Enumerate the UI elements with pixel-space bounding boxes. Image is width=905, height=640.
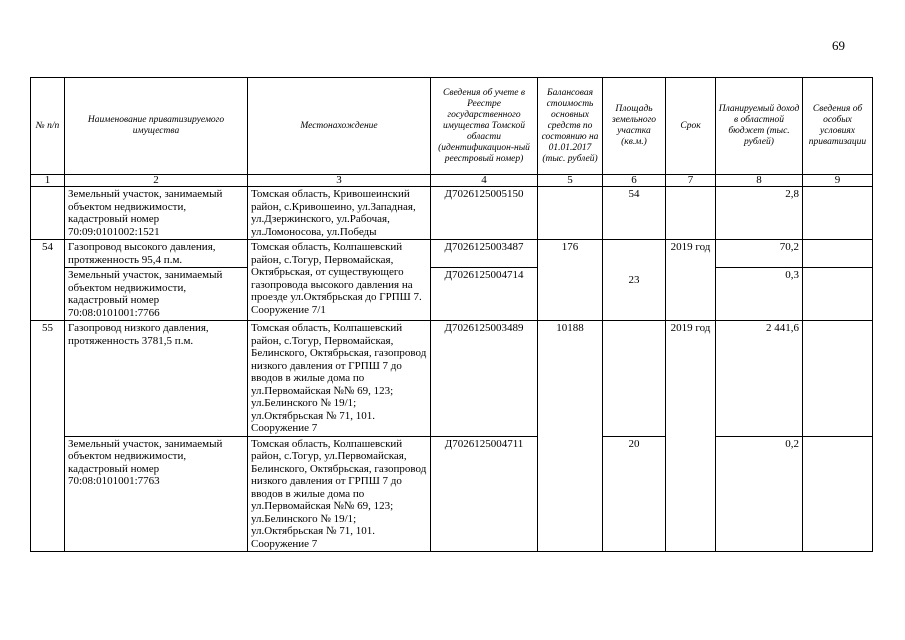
column-number: 3 [248, 175, 431, 187]
column-number: 6 [603, 175, 666, 187]
special-conditions [803, 321, 873, 437]
property-name: Земельный участок, занимаемый объектом недвижимости, кадастровый номер 70:08:0101001:7766 [65, 268, 248, 321]
column-number: 8 [716, 175, 803, 187]
row-number: 54 [31, 240, 65, 321]
row-number: 55 [31, 321, 65, 552]
planned-income: 2,8 [716, 187, 803, 240]
header-conditions: Сведения об особых условиях приватизации [803, 78, 873, 175]
header-area: Площадь земельного участка (кв.м.) [603, 78, 666, 175]
land-area: 20 [603, 436, 666, 552]
column-number: 7 [666, 175, 716, 187]
property-location: Томская область, Кривошеинский район, с.Кривошеино, ул.Западная, ул.Дзержинского, ул.Рабочая, ул.Ломоносова, ул.Победы [248, 187, 431, 240]
property-location: Томская область, Колпашевский район, с.Тогур, ул.Первомайская, Белинского, Октябрьская, газопровод низкого давления от ГРПШ 7 до вводов в жилые дома по ул.Первомайская №№ 69, 123; ул.Белинского № 19/1; ул.Октябрьская № 71, 101. Сооружение 7 [248, 436, 431, 552]
term: 2019 год [666, 240, 716, 321]
column-number: 5 [538, 175, 603, 187]
registry-number: Д7026125003489 [431, 321, 538, 437]
balance-value: 176 [538, 240, 603, 321]
header-name: Наименование приватизируемого имущества [65, 78, 248, 175]
registry-number: Д7026125005150 [431, 187, 538, 240]
header-registry: Сведения об учете в Реестре государственного имущества Томской области (идентификацион-ный реестровый номер) [431, 78, 538, 175]
table-row [31, 268, 873, 321]
registry-number: Д7026125004711 [431, 436, 538, 552]
planned-income: 70,2 [716, 240, 803, 268]
header-location: Местонахождение [248, 78, 431, 175]
registry-number: Д7026125003487 [431, 240, 538, 268]
property-name: Земельный участок, занимаемый объектом недвижимости, кадастровый номер 70:09:0101002:1521 [65, 187, 248, 240]
property-name: Газопровод высокого давления, протяженность 95,4 п.м. [65, 240, 248, 268]
table-row [31, 321, 873, 437]
term: 2019 год [666, 321, 716, 552]
planned-income: 0,3 [716, 268, 803, 321]
privatization-table [30, 77, 873, 552]
table-row [31, 187, 873, 240]
column-number: 1 [31, 175, 65, 187]
page-number: 69 [832, 38, 845, 53]
property-location: Томская область, Колпашевский район, с.Тогур, Первомайская, Октябрьская, от существующего газопровода высокого давления на проезде ул.Октябрьская до ГРПШ 7. Сооружение 7/1 [248, 240, 431, 321]
property-location: Томская область, Колпашевский район, с.Тогур, Первомайская, Белинского, Октябрьская, газопровод низкого давления от ГРПШ 7 до вводов в жилые дома по ул.Первомайская №№ 69, 123; ул.Белинского № 19/1; ул.Октябрьская № 71, 101. Сооружение 7 [248, 321, 431, 437]
column-number: 2 [65, 175, 248, 187]
header-number: № п/п [31, 78, 65, 175]
table-row [31, 240, 873, 268]
header-row [31, 78, 873, 175]
term [666, 187, 716, 240]
header-term: Срок [666, 78, 716, 175]
header-balance: Балансовая стоимость основных средств по состоянию на 01.01.2017 (тыс. рублей) [538, 78, 603, 175]
balance-value [538, 187, 603, 240]
special-conditions [803, 187, 873, 240]
registry-number: Д7026125004714 [431, 268, 538, 321]
land-area: 54 [603, 187, 666, 240]
column-number-row [31, 175, 873, 187]
header-income: Планируемый доход в областной бюджет (тыс. рублей) [716, 78, 803, 175]
column-number: 4 [431, 175, 538, 187]
property-name: Газопровод низкого давления, протяженность 3781,5 п.м. [65, 321, 248, 437]
special-conditions [803, 436, 873, 552]
special-conditions [803, 240, 873, 268]
column-number: 9 [803, 175, 873, 187]
special-conditions [803, 268, 873, 321]
land-area [603, 321, 666, 437]
row-number [31, 187, 65, 240]
planned-income: 0,2 [716, 436, 803, 552]
planned-income: 2 441,6 [716, 321, 803, 437]
property-name: Земельный участок, занимаемый объектом недвижимости, кадастровый номер 70:08:0101001:7763 [65, 436, 248, 552]
land-area: 23 [603, 240, 666, 321]
table-row [31, 436, 873, 552]
balance-value: 10188 [538, 321, 603, 552]
